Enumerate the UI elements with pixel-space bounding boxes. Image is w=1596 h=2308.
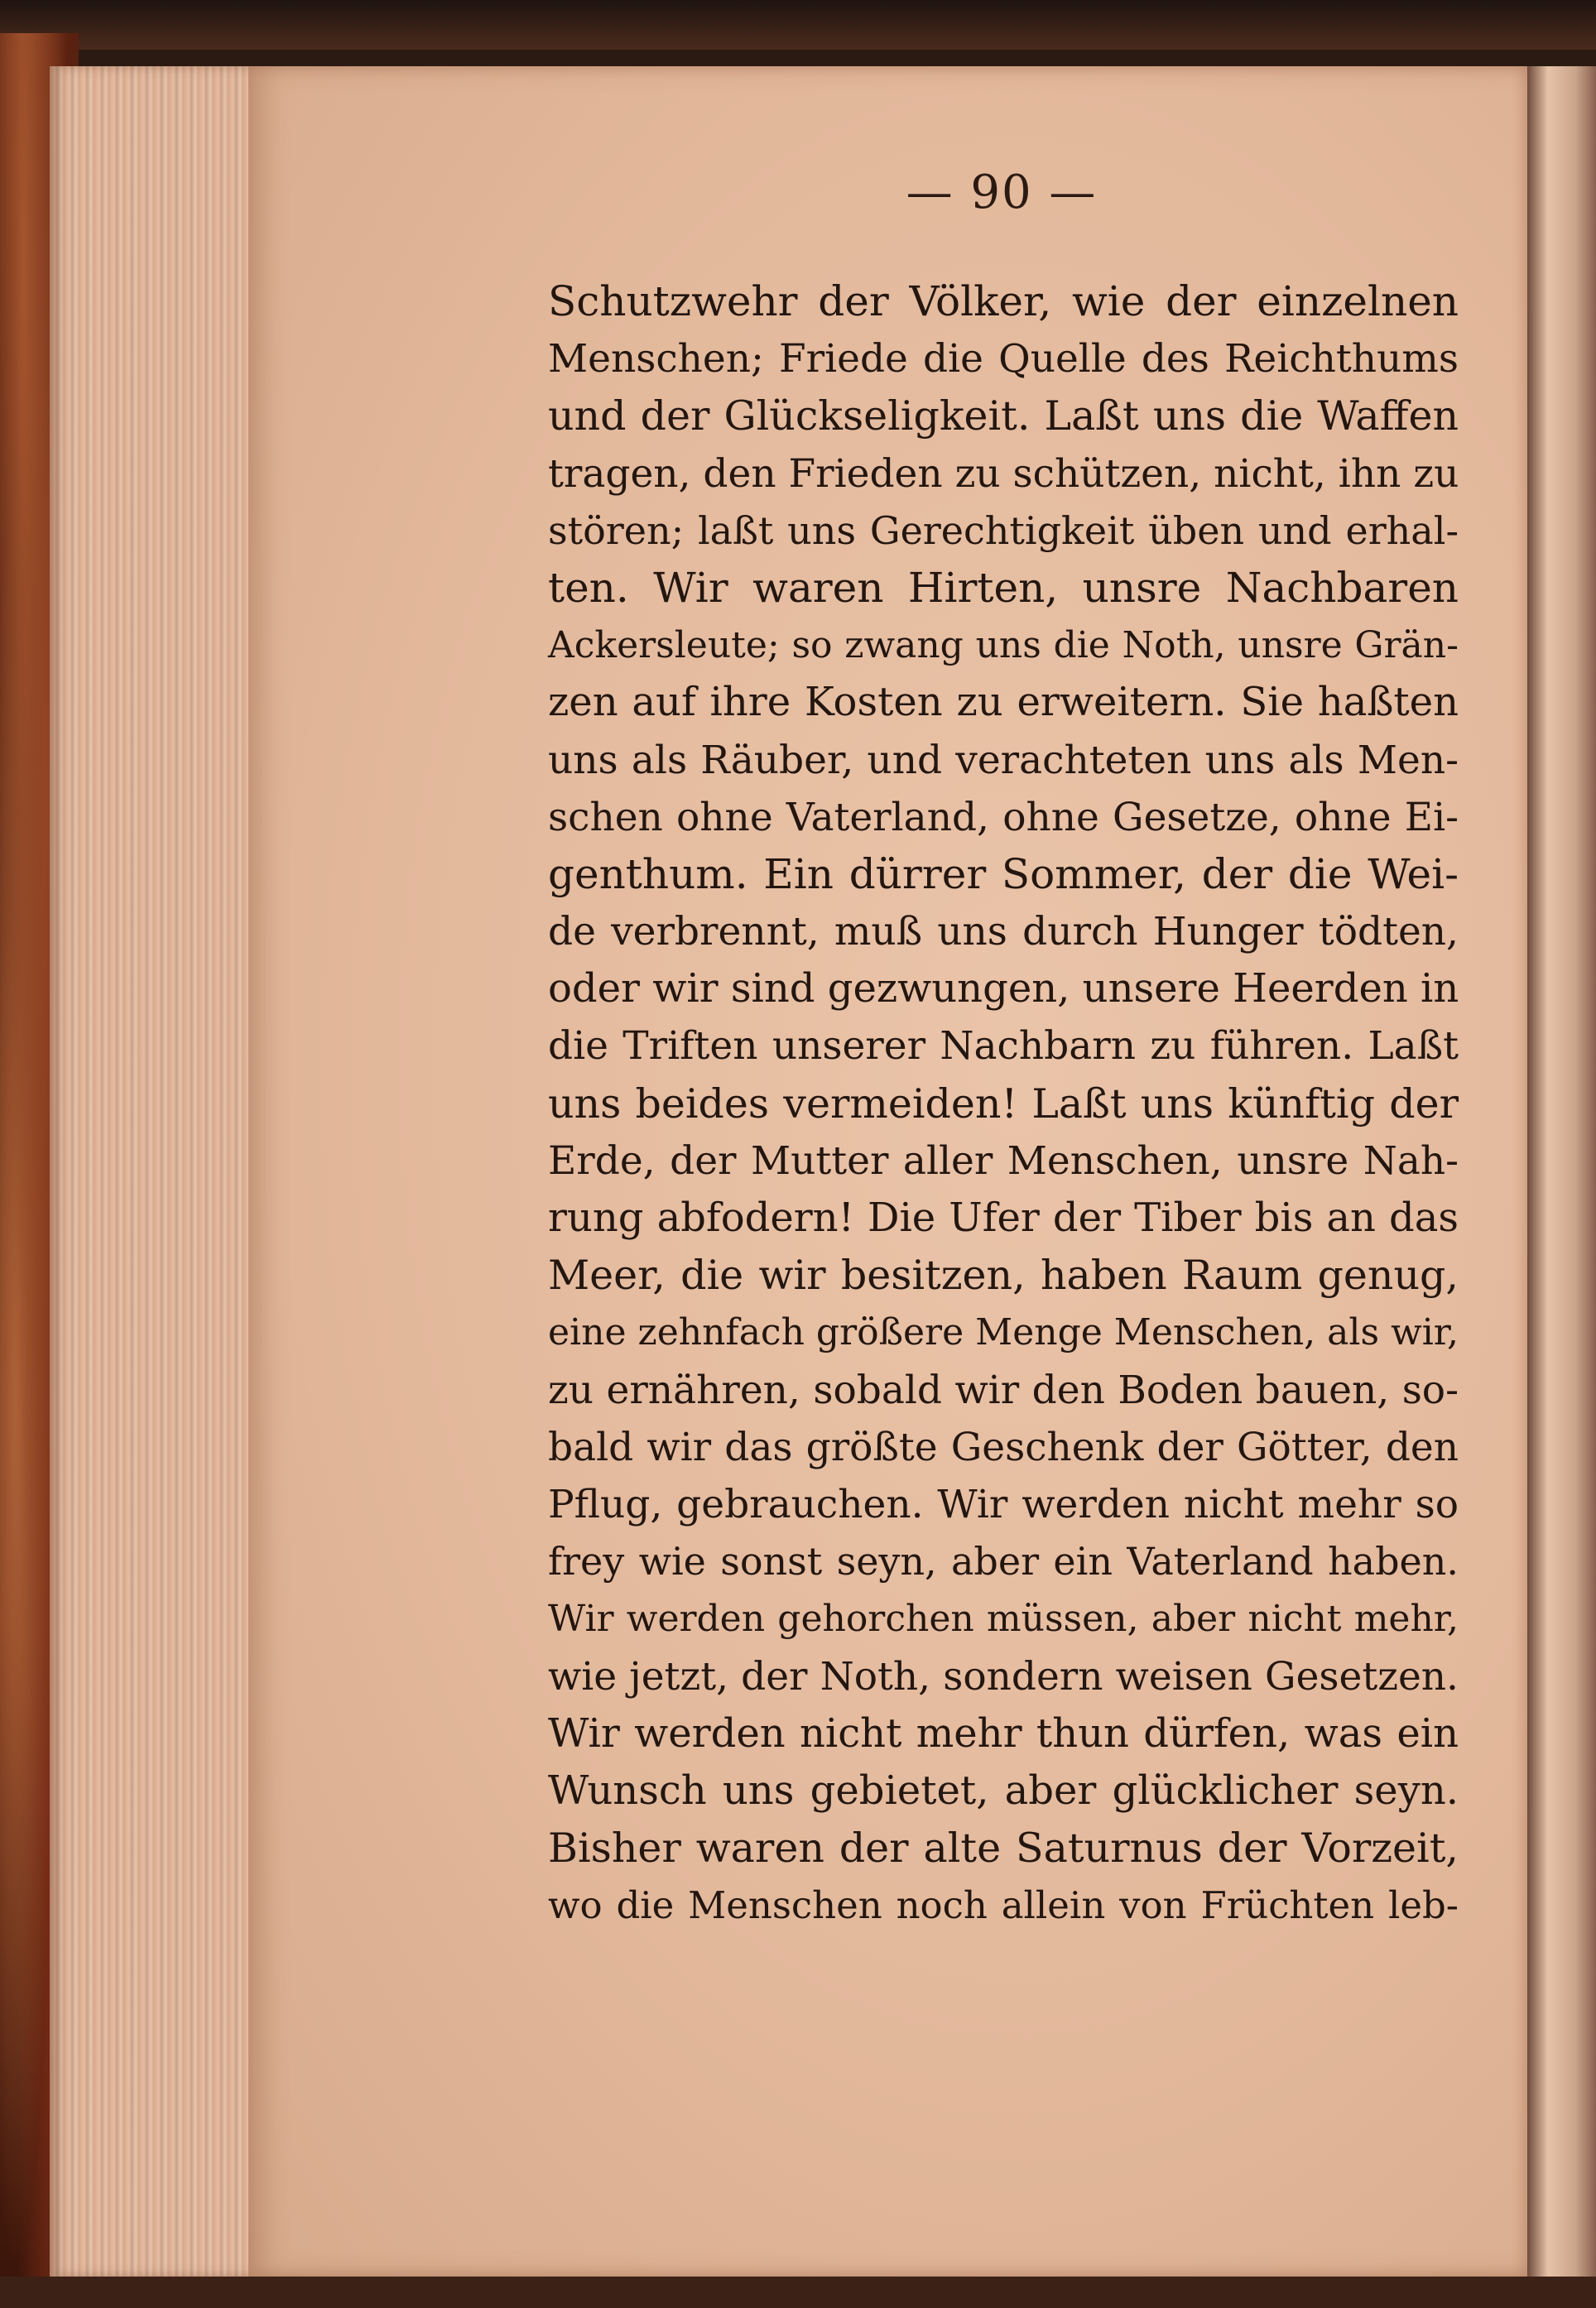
page-number: — 90 — xyxy=(906,166,1098,219)
text-line: wie jetzt, der Noth, sondern weisen Gesetzen. xyxy=(548,1653,1459,1700)
text-line: Wir werden gehorchen müssen, aber nicht mehr, xyxy=(548,1598,1459,1641)
text-line: Wunsch uns gebietet, aber glücklicher seyn. xyxy=(548,1767,1459,1814)
scan-background-top xyxy=(0,0,1596,50)
text-line: zu ernähren, sobald wir den Boden bauen, so- xyxy=(548,1367,1459,1413)
scan-background-bottom xyxy=(0,2277,1596,2308)
text-line: Menschen; Friede die Quelle des Reichthums xyxy=(548,336,1459,382)
text-line: uns als Räuber, und verachteten uns als Men- xyxy=(548,737,1459,783)
text-line: uns beides vermeiden! Laßt uns künftig der xyxy=(548,1079,1459,1128)
facing-page-edge xyxy=(1527,66,1596,2277)
text-line: ten. Wir waren Hirten, unsre Nachbaren xyxy=(548,563,1459,612)
text-line: Bisher waren der alte Saturnus der Vorzeit, xyxy=(548,1825,1459,1873)
text-line: Pflug, gebrauchen. Wir werden nicht mehr so xyxy=(548,1481,1459,1527)
text-line: Ackersleute; so zwang uns die Noth, unsre Grän- xyxy=(548,624,1459,667)
text-line: Erde, der Mutter aller Menschen, unsre Nah- xyxy=(548,1137,1459,1184)
text-line: stören; laßt uns Gerechtigkeit üben und erhal- xyxy=(548,507,1459,553)
text-line: bald wir das größte Geschenk der Götter, den xyxy=(548,1424,1459,1470)
page-edges-stack xyxy=(50,66,259,2277)
text-line: eine zehnfach größere Menge Menschen, als wir, xyxy=(548,1311,1459,1354)
text-line: wo die Menschen noch allein von Früchten leb- xyxy=(548,1883,1459,1928)
body-text xyxy=(548,273,1459,1934)
text-line: Schutzwehr der Völker, wie der einzelnen xyxy=(548,277,1459,325)
text-line: Meer, die wir besitzen, haben Raum genug, xyxy=(548,1252,1459,1300)
text-line: Wir werden nicht mehr thun dürfen, was ein xyxy=(548,1709,1459,1757)
text-line: de verbrennt, muß uns durch Hunger tödten, xyxy=(548,909,1459,955)
text-line: genthum. Ein dürrer Sommer, der die Wei- xyxy=(548,849,1459,898)
text-line: zen auf ihre Kosten zu erweitern. Sie haßten xyxy=(548,679,1459,726)
text-line: rung abfodern! Die Ufer der Tiber bis an das xyxy=(548,1195,1459,1241)
text-line: oder wir sind gezwungen, unsere Heerden in xyxy=(548,965,1459,1012)
text-line: tragen, den Frieden zu schützen, nicht, ihn zu xyxy=(548,450,1459,497)
text-line: frey wie sonst seyn, aber ein Vaterland haben. xyxy=(548,1539,1459,1584)
text-line: schen ohne Vaterland, ohne Gesetze, ohne Ei- xyxy=(548,794,1459,840)
text-line: und der Glückseligkeit. Laßt uns die Waffen xyxy=(548,392,1459,440)
text-line: die Triften unserer Nachbarn zu führen. Laßt xyxy=(548,1023,1459,1070)
